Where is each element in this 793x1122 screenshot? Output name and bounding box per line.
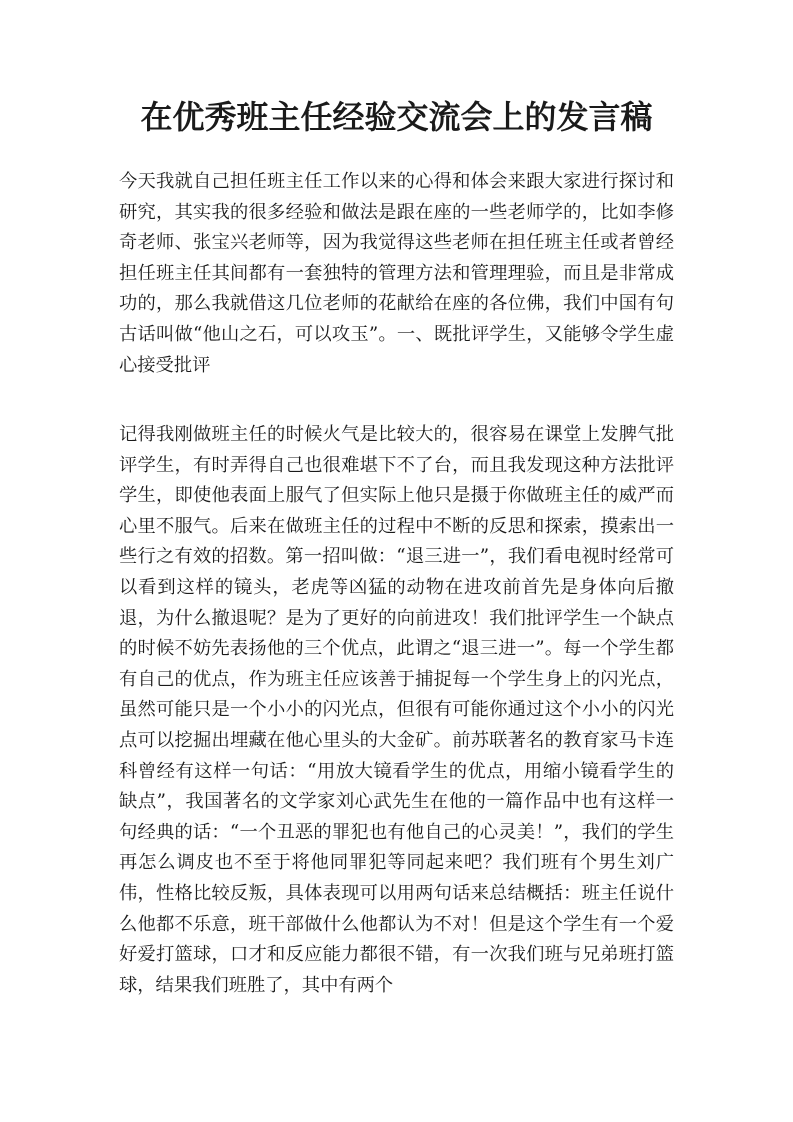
document-title: 在优秀班主任经验交流会上的发言稿 bbox=[140, 98, 653, 136]
paragraph-intro: 今天我就自己担任班主任工作以来的心得和体会来跟大家进行探讨和研究，其实我的很多经验和做法是跟在座的一些老师学的，比如李修奇老师、张宝兴老师等，因为我觉得这些老师在担任班主任或者曾经担任班主任其间都有一套独特的管理方法和管理理验，而且是非常成功的，那么我就借这几位老师的花献给在座的各位佛，我们中国有句古话叫做“他山之石，可以攻玉”。一、既批评学生，又能够令学生虚心接受批评 bbox=[119, 171, 674, 376]
paragraph-criticism: 记得我刚做班主任的时候火气是比较大的，很容易在课堂上发脾气批评学生，有时弄得自己也很难堪下不了台，而且我发现这种方法批评学生，即使他表面上服气了但实际上他只是摄于你做班主任的威严而心里不服气。后来在做班主任的过程中不断的反思和探索，摸索出一些行之有效的招数。第一招叫做：“退三进一”，我们看电视时经常可以看到这样的镜头，老虎等凶猛的动物在进攻前首先是身体向后撤退，为什么撤退呢？是为了更好的向前进攻！我们批评学生一个缺点的时候不妨先表扬他的三个优点，此谓之“退三进一”。每一个学生都有自己的优点，作为班主任应该善于捕捉每一个学生身上的闪光点，虽然可能只是一个小小的闪光点，但很有可能你通过这个小小的闪光点可以挖掘出埋藏在他心里头的大金矿。前苏联著名的教育家马卡连科曾经有这样一句话：“用放大镜看学生的优点，用缩小镜看学生的缺点”，我国著名的文学家刘心武先生在他的一篇作品中也有这样一句经典的话：“一个丑恶的罪犯也有他自己的心灵美！”，我们的学生再怎么调皮也不至于将他同罪犯等同起来吧？我们班有个男生刘广伟，性格比较反叛，具体表现可以用两句话来总结概括：班主任说什么他都不乐意，班干部做什么他都认为不对！但是这个学生有一个爱好爱打篮球，口才和反应能力都很不错，有一次我们班与兄弟班打篮球，结果我们班胜了，其中有两个 bbox=[119, 424, 674, 996]
